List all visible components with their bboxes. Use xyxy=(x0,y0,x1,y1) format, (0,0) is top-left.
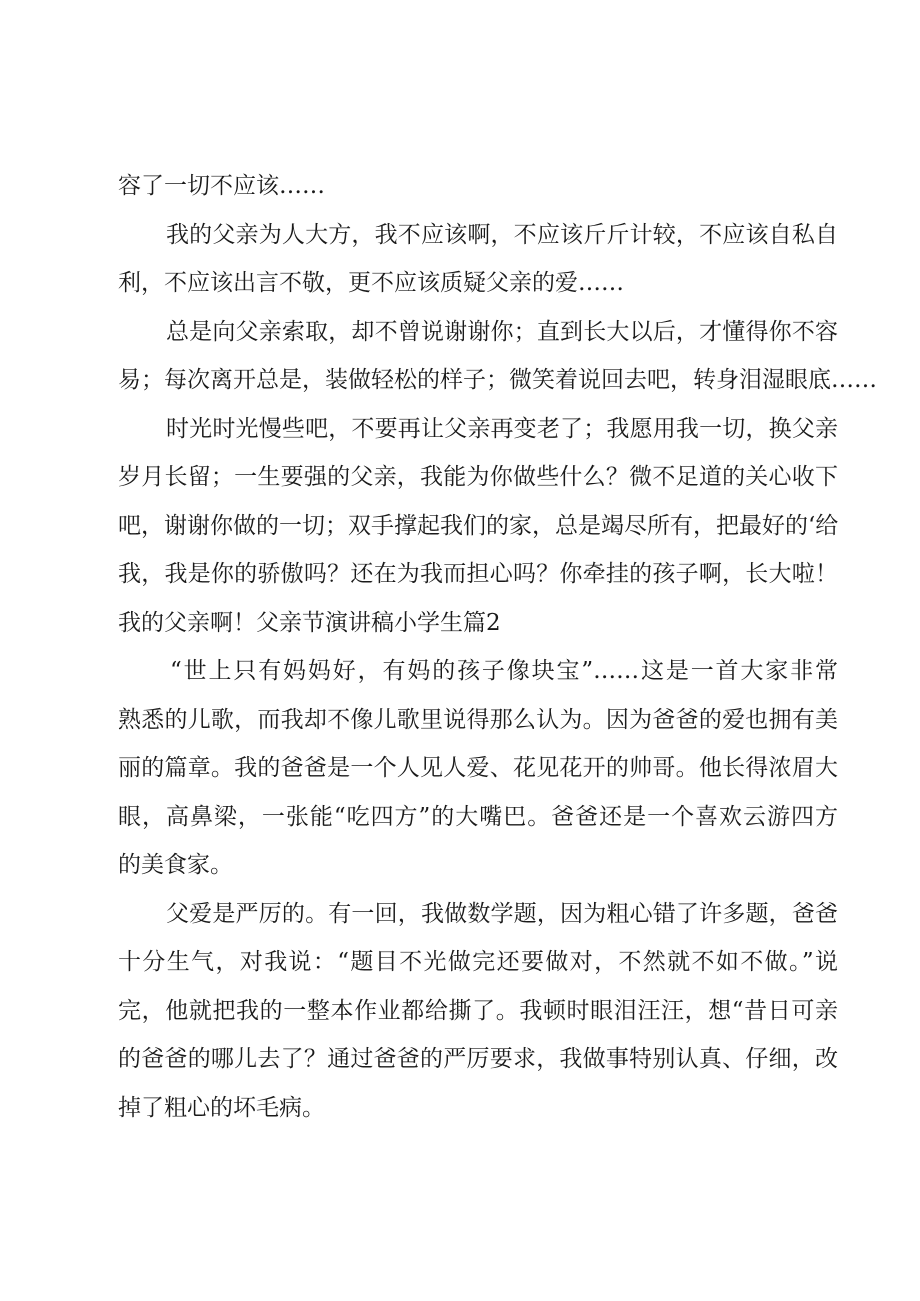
text-line: “世上只有妈妈好，有妈的孩子像块宝”……这是一首大家非常 xyxy=(170,658,838,684)
text-line: 完，他就把我的一整本作业都给撕了。我顿时眼泪汪汪，想“昔日可亲 xyxy=(118,998,838,1024)
text-line: 丽的篇章。我的爸爸是一个人见人爱、花见花开的帅哥。他长得浓眉大 xyxy=(118,755,838,781)
text-line: 眼，高鼻梁，一张能“吃四方”的大嘴巴。爸爸还是一个喜欢云游四方 xyxy=(118,804,838,830)
text-line: 的美食家。 xyxy=(118,852,233,878)
text-line: 利，不应该出言不敬，更不应该质疑父亲的爱…… xyxy=(118,270,624,296)
text-line: 岁月长留；一生要强的父亲，我能为你做些什么？微不足道的关心收下 xyxy=(118,464,838,490)
text-line: 掉了粗心的坏毛病。 xyxy=(118,1095,325,1121)
section-heading-line: 我的父亲啊！父亲节演讲稿小学生篇2 xyxy=(118,610,501,636)
text-line: 熟悉的儿歌，而我却不像儿歌里说得那么认为。因为爸爸的爱也拥有美 xyxy=(118,707,838,733)
text-line: 的爸爸的哪儿去了？通过爸爸的严厉要求，我做事特别认真、仔细，改 xyxy=(118,1046,838,1072)
text-line: 易；每次离开总是，装做轻松的样子；微笑着说回去吧，转身泪湿眼底…… xyxy=(118,367,877,393)
text-line: 我的父亲为人大方，我不应该啊，不应该斤斤计较，不应该自私自 xyxy=(166,222,838,248)
text-line: 父爱是严厉的。有一回，我做数学题，因为粗心错了许多题，爸爸 xyxy=(166,901,838,927)
text-line: 十分生气，对我说：“题目不光做完还要做对，不然就不如不做。”说 xyxy=(118,949,838,975)
text-line: 吧，谢谢你做的一切；双手撑起我们的家，总是竭尽所有，把最好的‘给 xyxy=(118,513,839,539)
text-line: 时光时光慢些吧，不要再让父亲再变老了；我愿用我一切，换父亲 xyxy=(166,416,838,442)
text-line: 容了一切不应该…… xyxy=(118,173,325,199)
text-line: 我，我是你的骄傲吗？还在为我而担心吗？你牵挂的孩子啊，长大啦！ xyxy=(118,561,838,587)
text-line: 总是向父亲索取，却不曾说谢谢你；直到长大以后，才懂得你不容 xyxy=(166,319,838,345)
